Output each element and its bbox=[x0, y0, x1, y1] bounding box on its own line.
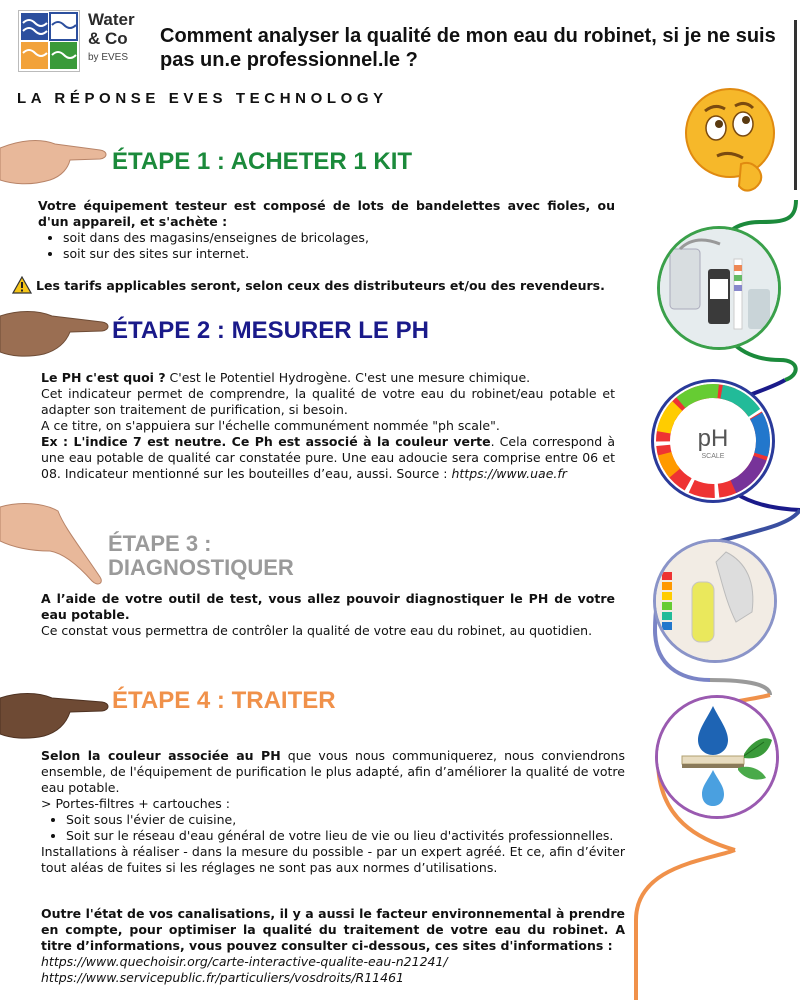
warning-text: Les tarifs applicables seront, selon ceux des distributeurs et/ou des revendeurs. bbox=[36, 278, 605, 293]
step-3-title-line-2: DIAGNOSTIQUER bbox=[108, 555, 294, 580]
ph-question: Le PH c'est quoi ? bbox=[41, 370, 166, 385]
step-4-bold-start: Selon la couleur associée au PH bbox=[41, 748, 281, 763]
ph-scale-label: pH bbox=[697, 425, 729, 452]
step-1-title: ÉTAPE 1 : ACHETER 1 KIT bbox=[112, 148, 413, 175]
brand-name bbox=[88, 10, 135, 67]
step-3-text bbox=[41, 591, 615, 639]
step-4-paragraph: que vous nous communiquerez, nous conviendrons ensemble, de l'équipement de purification le plus adapté, afin d’améliorer la qualité de votre eau potable. bbox=[41, 748, 625, 795]
thinking-emoji-icon bbox=[683, 86, 778, 196]
step-4-title: ÉTAPE 4 : TRAITER bbox=[112, 687, 336, 714]
outro-text bbox=[41, 906, 625, 986]
pointing-hand-icon bbox=[0, 684, 110, 744]
step-1-list bbox=[38, 230, 615, 262]
pointing-hand-icon bbox=[0, 130, 110, 190]
ph-line-2: Cet indicateur permet de comprendre, la qualité de votre eau du robinet/eau potable et adapter son traitement de purification, si besoin. bbox=[41, 386, 615, 417]
list-item: • soit sur des sites sur internet. bbox=[63, 246, 615, 262]
warning-note bbox=[12, 276, 612, 294]
brand-by: by EVES bbox=[88, 52, 129, 63]
info-link-2[interactable]: https://www.servicepublic.fr/particuliers/vosdroits/R11461 bbox=[41, 970, 404, 985]
step-1-intro: Votre équipement testeur est composé de lots de bandelettes avec fioles, ou d'un appareil, et s'achète : bbox=[38, 198, 615, 229]
step-2-title: ÉTAPE 2 : MESURER LE PH bbox=[112, 317, 429, 344]
page-title: Comment analyser la qualité de mon eau du robinet, si je ne suis pas un.e professionnel.le ? bbox=[160, 25, 776, 71]
step-4-list bbox=[41, 812, 625, 844]
list-item: • Soit sous l'évier de cuisine, bbox=[66, 812, 625, 828]
ph-scale-sublabel: SCALE bbox=[701, 453, 725, 460]
ph-scale-icon bbox=[651, 379, 775, 503]
test-kit-image bbox=[657, 226, 781, 350]
water-drop-icon bbox=[655, 695, 779, 819]
outro-paragraph: Outre l'état de vos canalisations, il y a aussi le facteur environnemental à prendre en compte, pour optimiser la qualité du traitement de votre eau du robinet. A titre d’informations, vous pouvez consulter ci-dessous, ces sites d'informations : bbox=[41, 906, 625, 953]
step-2-text bbox=[41, 370, 615, 482]
step-1-text bbox=[38, 198, 615, 262]
step-4-filters: > Portes-filtres + cartouches : bbox=[41, 796, 231, 811]
page-subtitle: LA RÉPONSE EVES TECHNOLOGY bbox=[17, 90, 388, 107]
pointing-hand-icon bbox=[0, 300, 110, 360]
step-3-paragraph: Ce constat vous permettra de contrôler la qualité de votre eau du robinet, au quotidien. bbox=[41, 623, 593, 638]
list-item: • soit dans des magasins/enseignes de bricolages, bbox=[63, 230, 615, 246]
step-4-text bbox=[41, 748, 625, 876]
source-link[interactable]: https://www.uae.fr bbox=[451, 466, 567, 481]
step-3-bold: A l’aide de votre outil de test, vous allez pouvoir diagnostiquer le PH de votre eau potable. bbox=[41, 591, 615, 622]
ph-example-rest: . Cela correspond à une eau potable de qualité car constatée pure. Une eau adoucie sera comprise entre 06 et 08. Indicateur mentionné sur les bouteilles d’eau, aussi. Source : bbox=[41, 434, 615, 481]
info-link-1[interactable]: https://www.quechoisir.org/carte-interactive-qualite-eau-n21241/ bbox=[41, 954, 448, 969]
brand-line-1: Water bbox=[88, 10, 135, 29]
step-3-title bbox=[108, 532, 294, 580]
diagnostic-image bbox=[653, 539, 777, 663]
brand-line-2: & Co bbox=[88, 29, 128, 48]
pointing-hand-icon bbox=[0, 497, 106, 587]
logo bbox=[18, 10, 80, 72]
step-4-install: Installations à réaliser - dans la mesure du possible - par un expert agréé. Et ce, afin d’éviter tout aléas de fuites si les réglages ne sont pas aux normes d’utilisations. bbox=[41, 844, 625, 875]
list-item: • Soit sur le réseau d'eau général de votre lieu de vie ou lieu d'activités professionnelles. bbox=[66, 828, 625, 844]
ph-answer: C'est le Potentiel Hydrogène. C'est une mesure chimique. bbox=[165, 370, 531, 385]
step-3-title-line-1: ÉTAPE 3 : bbox=[108, 531, 212, 556]
ph-line-3: A ce titre, on s'appuiera sur l'échelle communément nommée "ph scale". bbox=[41, 418, 500, 433]
ph-example: Ex : L'indice 7 est neutre. Ce Ph est associé à la couleur verte bbox=[41, 434, 491, 449]
warning-icon bbox=[12, 276, 32, 294]
